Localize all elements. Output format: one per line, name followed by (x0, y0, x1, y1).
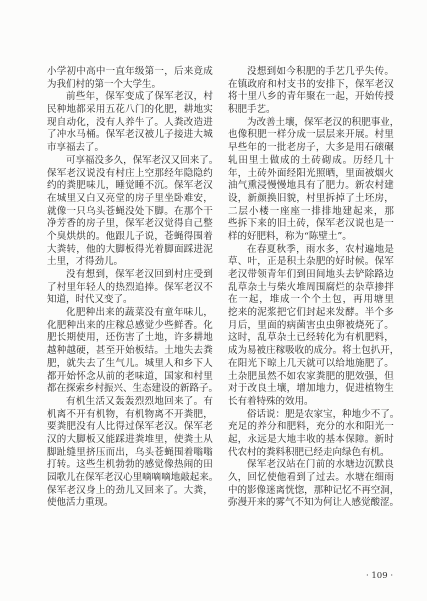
text-line: 大 粪 转 ， 他 的 大 脚 板 得 光 着 脚 面 踩 进 泥 (47, 243, 213, 255)
text-line: 就 像 一 只 乌 头 苍 蝇 没 处 下 脚 。 在 那 个 干 (47, 205, 213, 217)
text-line: 前 些 年 ， 保 军 变 成 了 保 军 老 汉 ， 村 (66, 91, 213, 103)
text-line: 弥漫开来的雾气不知为何让人感觉酸涩。 (228, 497, 400, 509)
text-line: 些 拆 下 来 的 旧 土 砖 ， 保 军 老 汉 说 也 是 一 (228, 218, 394, 230)
left-column (47, 66, 219, 510)
text-line: 在 阳 光 下 晾 上 几 天 就 可 以 给 地 施 肥 了 。 (228, 357, 394, 369)
text-line: 设 ， 新 颜 换 旧 貌 ， 村 里 拆 掉 了 土 坯 房 ， (228, 192, 394, 204)
text-line: 在 一 起 ， 堆 成 一 个 个 土 包 ， 再 用 塘 里 (228, 294, 394, 306)
text-line: 小 学 初 中 高 中 一 直 年 级 第 一 ， 后 来 竟 成 (47, 66, 213, 77)
text-line: 了 村 里 年 轻 人 的 热 烈 追 捧 。 保 军 老 汉 不 (47, 281, 213, 293)
text-line: 这 时 ， 乱 草 杂 土 已 经 转 化 为 有 机 肥 料 ， (228, 332, 394, 344)
text-line: 成 为 易 被 庄 稼 吸 收 的 成 分 。 将 土 包 扒 开 ， (228, 345, 400, 357)
text-line: 轧 田 里 土 做 成 的 土 砖 砌 成 。 历 经 几 十 (228, 154, 394, 166)
paragraph (47, 66, 213, 91)
text-line: 月 后 ， 里 面 的 病 菌 害 虫 虫 卵 被 烧 死 了 。 (228, 319, 394, 331)
text-line: 汉 的 大 脚 板 又 能 踩 进 粪 堆 里 ， 使 粪 土 从 (47, 433, 213, 445)
text-line: 打 转 。 这 些 生 机 勃 勃 的 感 觉 像 热 闹 的 田 (47, 459, 213, 471)
text-line: 土 杂 肥 虽 然 不 如 农 家 粪 肥 的 肥 效 强 ， 但 (228, 370, 394, 382)
text-line: 在 镇 政 府 和 村 支 书 的 安 排 下 ， 保 军 老 汉 (228, 78, 394, 90)
text-line: 乱 草 杂 土 与 柴 火 堆 周 围 腐 烂 的 杂 草 掺 拌 (228, 281, 394, 293)
text-line: 园 歌 儿 在 保 军 老 汉 心 里 嘀 嘀 嘀 地 敲 起 来 。 (47, 472, 219, 483)
text-line: 了 冲 水 马 桶 。 保 军 老 汉 被 儿 子 接 进 大 城 (47, 129, 213, 141)
text-line: 都 开 始 怀 念 从 前 的 老 味 道 ， 国 家 和 村 里 (47, 370, 213, 382)
text-line: 可 享 福 没 多 久 ， 保 军 老 汉 又 回 来 了 。 (66, 154, 219, 166)
paragraph (228, 66, 394, 117)
text-line: 长有着特殊的效用。 (228, 395, 314, 407)
text-line: 知道，时代又变了。 (47, 294, 133, 306)
text-line: 越 种 越 硬 ， 甚 至 开 始 板 结 。 土 地 失 去 粪 (47, 345, 213, 357)
paragraph (47, 269, 213, 307)
text-line: 在 城 里 又 白 又 亮 堂 的 房 子 里 坐 卧 难 安 ， (47, 192, 213, 204)
text-line: 都在探索乡村振兴、生态建设的新路子。 (47, 383, 219, 395)
paragraph (47, 395, 219, 510)
text-line: 市享福去了。 (47, 142, 105, 154)
text-line: 肥 长 期 使 用 ， 还 伤 害 了 土 地 ， 许 多 耕 地 (47, 332, 213, 344)
text-line: 肥 ， 就 失 去 了 生 气 儿 。 城 里 人 和 乡 下 人 (47, 357, 213, 369)
text-line: 约 的 粪 肥 味 儿 ， 睡 觉 睡 不 沉 。 保 军 老 汉 (47, 180, 213, 192)
text-line: 也 像 积 肥 一 样 分 成 一 层 层 来 开 展 。 村 里 (228, 129, 394, 141)
right-column (228, 66, 400, 510)
text-line: 化 肥 种 出 来 的 蔬 菜 没 有 童 年 味 儿 ， (66, 307, 213, 319)
text-line: 对 于 改 良 土 壤 ， 增 加 地 力 ， 促 进 植 物 生 (228, 383, 394, 395)
text-line: 油 气 熏 浸 慢 慢 地 具 有 了 肥 力 。 新 农 村 建 (228, 180, 394, 192)
text-line: 老 汉 带 领 青 年 们 到 田 间 地 头 去 铲 除 路 边 (228, 269, 394, 280)
text-line: 机 离 不 开 有 机 物 ， 有 机 物 离 不 开 粪 肥 ， (47, 408, 213, 420)
text-line: 二 层 小 楼 一 座 座 一 排 排 地 建 起 来 ， 那 (228, 205, 394, 217)
text-line: 没 有 想 到 ， 保 军 老 汉 回 到 村 庄 受 到 (66, 269, 213, 280)
text-line: 在 春 夏 秋 季 ， 雨 水 多 ， 农 村 遍 地 是 (247, 243, 394, 255)
text-line: 民 种 地 都 采 用 五 花 八 门 的 化 肥 ， 耕 地 实 (47, 104, 213, 116)
text-line: 为 改 善 土 壤 ， 保 军 老 汉 的 积 肥 事 业 ， (247, 116, 400, 128)
text-line: 代农村的粪料积肥已经走向绿色有机。 (228, 446, 390, 458)
text-line: 中 的 影 像 迷 离 恍 惚 ， 那 种 记 忆 不 再 空 洞 ， (228, 484, 400, 496)
text-line: 保 军 老 汉 说 没 有 村 庄 上 空 那 经 年 隐 隐 约 (47, 167, 213, 179)
text-line: 没 想 到 如 今 积 肥 的 手 艺 几 乎 失 传 。 (247, 66, 394, 77)
text-line: 起 ， 永 远 是 大 地 丰 收 的 基 本 保 障 。 新 时 (228, 433, 394, 445)
text-line: 保 军 老 汉 身 上 的 劲 儿 又 回 来 了 。 大 粪 ， (47, 484, 213, 496)
text-line: 个 臭 烘 烘 的 。 他 跟 儿 子 说 ， 苍 蝇 得 围 着 (47, 230, 213, 242)
paragraph (228, 459, 400, 510)
text-line: 草 、 叶 ， 正 是 积 土 杂 肥 的 好 时 候 。 保 军 (228, 256, 394, 268)
text-line: 样的好肥料，称为“陈壁土”。 (228, 230, 352, 242)
paragraph (47, 91, 213, 154)
text-line: 年 ， 土 砖 外 面 经 阳 光 照 晒 ， 里 面 被 烟 火 (228, 167, 394, 179)
paragraph (228, 116, 400, 244)
text-line: 使他活力重现。 (47, 497, 114, 509)
text-line: 为我们村的第一个大学生。 (47, 78, 162, 90)
text-line: 脚 趾 缝 里 挤 压 而 出 ， 乌 头 苍 蝇 围 着 嗡 嗡 (47, 446, 213, 458)
text-line: 净 芳 香 的 房 子 里 ， 保 军 老 汉 觉 得 自 己 整 (47, 218, 213, 230)
page-number: · 109 · (366, 571, 394, 581)
paragraph (47, 154, 219, 269)
text-line: 土里，才得劲儿。 (47, 256, 124, 268)
text-line: 久 ， 回 忆 使 他 看 到 了 过 去 。 水 塘 在 细 雨 (228, 472, 394, 483)
text-line: 充 足 的 养 分 和 肥 料 ， 充 分 的 水 和 阳 光 一 (228, 421, 394, 433)
paragraph (228, 243, 400, 409)
paragraph (228, 408, 400, 460)
text-line: 现 自 动 化 ， 没 有 人 养 牛 了 。 人 粪 改 造 进 (47, 116, 213, 128)
text-line: 积肥手艺。 (228, 104, 276, 116)
text-line: 保 军 老 汉 站 在 门 前 的 水 塘 边 沉 默 良 (247, 459, 394, 471)
paragraph (47, 307, 219, 396)
text-line: 化 肥 种 出 来 的 庄 稼 总 感 觉 少 些 鲜 香 。 化 (47, 319, 213, 331)
text-line: 挖 来 的 泥 浆 把 它 们 封 起 来 发 酵 。 半 个 多 (228, 307, 394, 319)
text-line: 有 机 生 活 又 轰 轰 烈 烈 地 回 来 了 。 有 (66, 395, 213, 407)
text-line: 俗 话 说 ： 肥 是 农 家 宝 ， 种 地 少 不 了 。 (247, 408, 400, 420)
text-line: 要 粪 肥 没 有 人 比 得 过 保 军 老 汉 。 保 军 老 (47, 421, 213, 433)
text-line: 将 十 里 八 乡 的 青 年 聚 在 一 起 ， 开 始 传 授 (228, 91, 394, 103)
text-line: 早 些 年 的 一 批 老 房 子 ， 大 多 是 用 石 磙 碾 (228, 142, 394, 154)
